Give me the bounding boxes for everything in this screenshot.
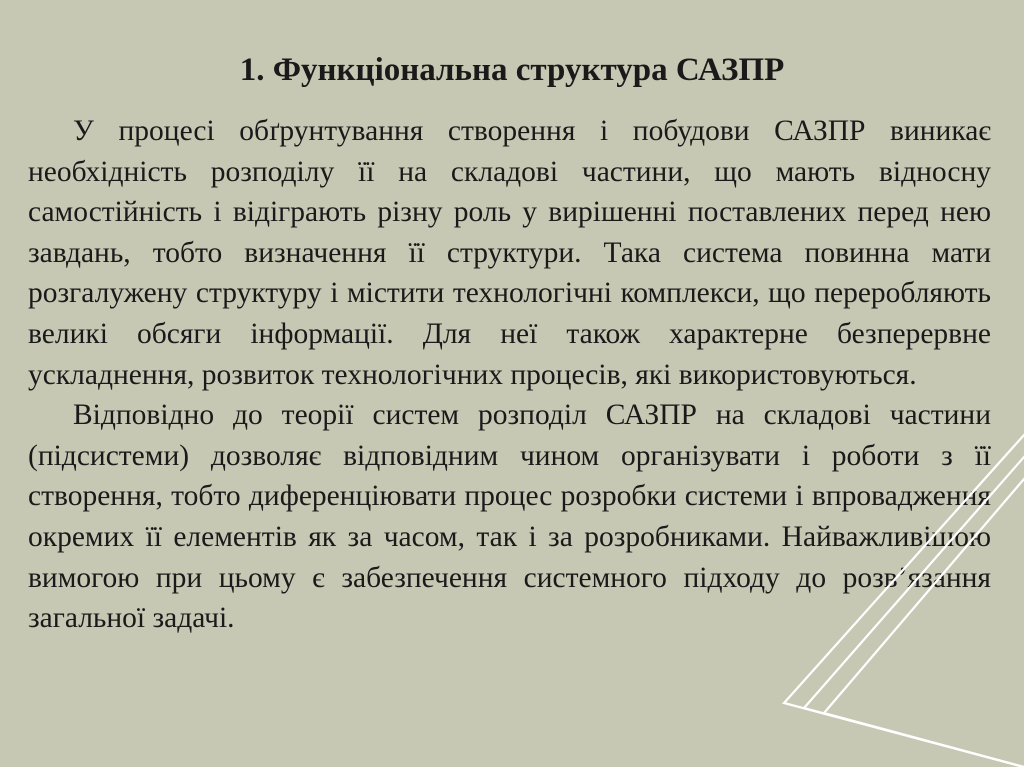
chevron-lines-decoration <box>724 427 1024 767</box>
body-paragraph: Відповідно до теорії систем розподіл САЗПР на складові частини (підсистеми) дозволяє відповідним чином організувати і роботи з її створення, тобто диференціювати процес розробки системи і впровадження окремих її елементів як за часом, так і за розробниками. Найважливішою вимогою при цьому є забезпечення системного підходу до розв’язання загальної задачі. <box>28 399 991 635</box>
slide-title: 1. Функціональна структура САЗПР <box>239 52 785 88</box>
body-paragraph: У процесі обґрунтування створення і побудови САЗПР виникає необхідність розподілу її на складові частини, що мають відносну самостійність і відіграють різну роль у вирішенні поставлених перед нею завдань, тобто визначення її структури. Така система повинна мати розгалужену структуру і містити технологічні комплекси, що переробляють великі обсяги інформації. Для неї також характерне безперервне ускладнення, розвиток технологічних процесів, які використовуються. <box>28 115 991 391</box>
